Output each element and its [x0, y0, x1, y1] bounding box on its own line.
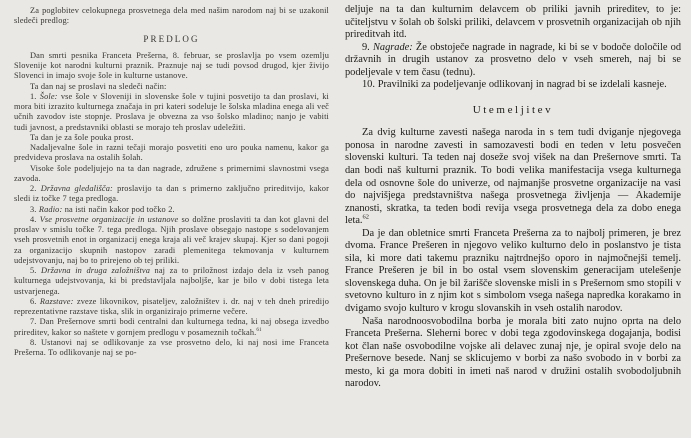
item-text: Pravilniki za podeljevanje odlikovanj in nagrad bi se izdelali kasneje. [377, 79, 667, 91]
item-number: 1. [30, 91, 37, 101]
item-text: Nadaljevalne šole in razni tečaji morajo posvetiti eno uro pouka namenu, kakor ga predvideva proslava na ostalih šolah. [14, 143, 329, 163]
item-title: Državna in druga založništva [41, 266, 151, 275]
list-item-4 [14, 164, 329, 185]
item-text: Dan Prešernove smrti bodi centralni dan kulturnega tedna, ki naj obsega izvedbo prireditev, kakor so naštete v gornjem predlogu v posameznih točkah. [14, 317, 329, 337]
item-title: Državna gledališča: [40, 184, 113, 193]
item-text: Ta dan je za šole pouka prost. [30, 132, 134, 142]
item-number: 6. [30, 296, 37, 306]
list-item-2 [14, 133, 329, 143]
paragraph-text: Naša narodnoosvobodilna borba je morala biti zato nujno oprta na delo Franceta Prešerna. Sleherni borec v dobi tega zgodovinskega dogajanja, bodisi kot član naše osvobodilne vojske ali delavec zunaj nje, je opiral svoje delo na Prešernove besede. Nanj se sklicujemo v borbi za našo svobodo in v borbi za mesto, ki ga mora dobiti in imeti naš narod v družini ostalih svobodoljubnih narodov. [345, 315, 681, 390]
item-title: Razstave: [39, 296, 74, 306]
list-item-6 [14, 205, 329, 215]
item-number: 2. [30, 184, 37, 193]
list-item-11 [14, 338, 329, 359]
item-text: Ustanovi naj se odlikovanje za vse prosvetno delo, ki naj nosi ime Franceta Prešerna. To odlikovanje naj se po- [14, 337, 329, 357]
item-text: na isti način kakor pod točko 2. [62, 204, 175, 214]
item-text: zveze likovnikov, pisateljev, založništev i. dr. naj v teh dneh priredijo reprezentativne razstave tiska, slik in organizirajo primerne večere. [14, 296, 329, 316]
list-item-5 [14, 184, 329, 205]
list-item-10 [14, 317, 329, 338]
item-text: Visoke šole podeljujejo na ta dan nagrade, združene s primernimi slavnostmi vsega zavoda. [14, 163, 329, 183]
item-text: naj za to priložnost izdajo dela iz vseh panog kulturnega udejstvovanja, ki bi predstavljala najboljše, kar je bilo v dobi tistega leta ustvarjenega. [14, 266, 329, 296]
item-title: Radio: [38, 204, 63, 214]
left-paragraph-2: Ta dan naj se proslavi na sledeči način: [30, 81, 167, 91]
paragraph-text: Da je dan obletnice smrti Franceta Prešerna za to najbolj primeren, je brez dvoma. France Prešeren in njegovo veliko kulturno delo in poslanstvo je tista sila, ki more dati takemu prazniku najtrdnejšo oporo in najmočnejši temelj. France Prešeren je bil in bo ostal vsem slovenskim generacijam utelešenje slovenskega duha. On je bil žarišče slovenske misli in s Prešernom smo stopili v svetovno kulturo in z njim kot s simbolom vsega našega napredka korakamo in dvigamo svojo kulturo v krogu slovanskih in vseh ostalih narodov. [345, 227, 681, 315]
footnote-marker: 62 [362, 213, 369, 221]
item-number: 7. [30, 317, 37, 327]
item-number: 5. [30, 266, 37, 275]
list-item-7 [14, 215, 329, 266]
utemeljitev-heading: Utemeljitev [472, 103, 554, 116]
footnote-marker: 61 [256, 326, 262, 333]
paragraph-text: Za dvig kulturne zavesti našega naroda in s tem tudi dviganje njegovega ponosa in narodne zavesti in samozavesti bodi en teden v letu posvečen slovenski kulturi. Ta teden naj doseže svoj višek na dan Prešernove smrti. Ta dan bodi naš kulturni praznik. To bodi velika manifestacija vsega kulturnega dela od osnovne šole do univerze, od najmanjše prosvetne organizacije na vasi do najvišjega predstavništva našega prosvetnega življenja — Akademije znanosti, skratka, ta teden bodi revija vsega prosvetnega dela za dobo enega leta. [345, 127, 681, 227]
item-title: Šole: [39, 91, 58, 101]
item-number: 10. [362, 79, 375, 91]
list-item-3 [14, 143, 329, 164]
item-text: Že obstoječe nagrade in nagrade, ki bi se v bodoče določile od državnih in drugih ustanov za prosvetno delo v vseh smereh, naj bi se podeljevale v tem času (tednu). [345, 41, 681, 78]
predlog-heading: PREDLOG [143, 33, 200, 44]
item-text: proslavijo ta dan s primerno zaključno prireditvijo, kakor sledi iz točke 7 tega predloga. [14, 184, 329, 204]
item-text: so dolžne proslaviti ta dan kot glavni del proslav v smislu točke 7. tega predloga. Njih proslave obsegajo nastope s sodelovanjem vseh prosvetnih enot in organizacij enega kraja ali več krajev skupaj. Kjer so dani pogoji za organizacijo skupnih nastopov zaradi plemenitega tekmovanja v kulturnem udejstvovanju, naj bo to prirejeno ob tej priliki. [14, 214, 329, 265]
list-item-1 [14, 92, 329, 133]
list-item-9 [14, 297, 329, 318]
item-number: 3. [30, 204, 37, 214]
item-text: vse šole v Sloveniji in slovenske šole v tujini posvetijo ta dan proslavi, ki mora biti izrazito kulturnega značaja in pri kateri sodeluje le šolska mladina enega ali več učnih zavodov iste stopnje. Proslava je obvezna za vso šolsko mladino; nanjo je vabiti tudi javnost, a predstavniki oblasti se morajo teh proslav udeležiti. [14, 91, 329, 132]
item-title: Nagrade: [373, 41, 413, 53]
list-item-9-right [345, 42, 681, 80]
item-number: 9. [362, 41, 370, 53]
right-paragraph-3 [345, 316, 681, 391]
item-number: 8. [30, 337, 37, 347]
left-paragraph-1: Dan smrti pesnika Franceta Prešerna, 8. februar, se proslavlja po vsem ozemlju Slovenije kot narodni kulturni praznik. Praznuje naj se tudi povsod drugod, kjer živijo Slovenci in imajo svoje šole in kulturne ustanove. [14, 50, 329, 81]
list-item-10-right [345, 79, 681, 92]
item-title: Vse prosvetne organizacije in ustanove [39, 214, 179, 224]
right-column [341, 0, 691, 391]
right-continuation-paragraph: deljuje na ta dan kulturnim delavcem ob priliki javnih prireditev, to je: učiteljstvu v šolah ob šolski priliki, delavcem v prosvetnih organizacijah ob njih prireditvah itd. [345, 4, 681, 41]
left-intro-paragraph: Za poglobitev celokupnega prosvetnega dela med našim narodom naj bi se uzakonil sledeči predlog: [14, 6, 329, 26]
left-column [0, 0, 341, 358]
item-number: 4. [30, 214, 37, 224]
right-paragraph-1 [345, 127, 681, 227]
right-paragraph-2 [345, 228, 681, 316]
list-item-8 [14, 266, 329, 297]
